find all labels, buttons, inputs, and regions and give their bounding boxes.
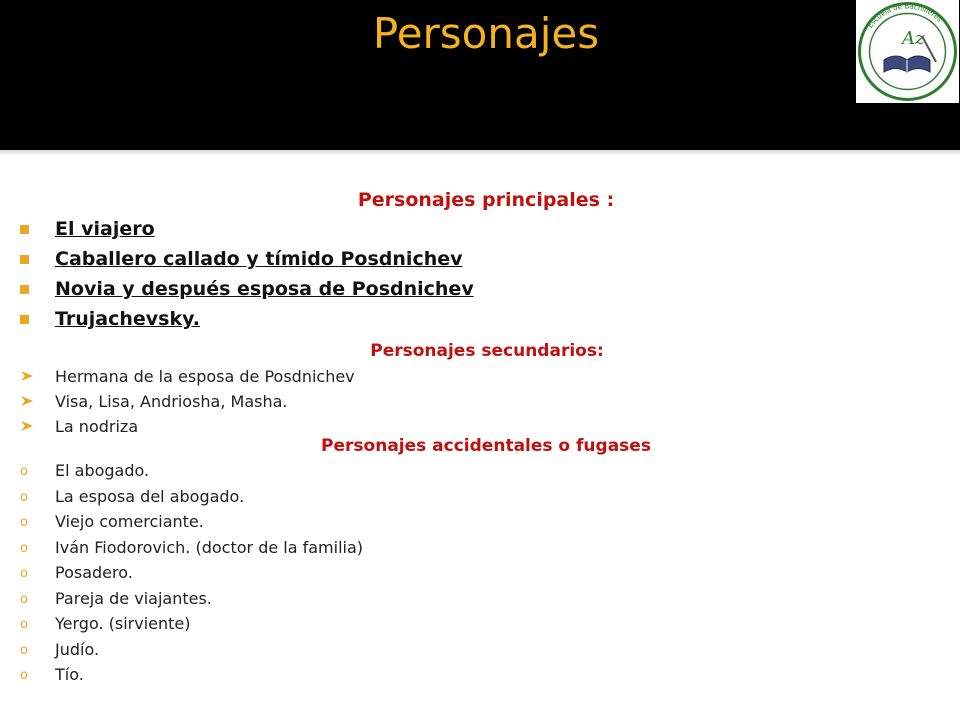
list-item: o Judío. (20, 637, 363, 663)
circle-bullet-icon: o (20, 566, 28, 581)
circle-bullet-icon: o (20, 617, 28, 632)
square-bullet-icon (20, 315, 29, 324)
arrow-bullet-icon (20, 420, 34, 432)
arrow-bullet-icon (20, 370, 34, 382)
list-item: Caballero callado y tímido Posdnichev (20, 244, 474, 274)
list-item: El viajero (20, 214, 474, 244)
square-bullet-icon (20, 225, 29, 234)
list-item: o Tío. (20, 662, 363, 688)
list-item: o Posadero. (20, 560, 363, 586)
circle-bullet-icon: o (20, 464, 28, 479)
circle-bullet-icon: o (20, 540, 28, 556)
list-item: Hermana de la esposa de Posdnichev (20, 364, 355, 389)
main-characters-heading: Personajes principales : (357, 189, 615, 211)
circle-bullet-icon: o (20, 515, 28, 530)
list-item: Trujachevsky. (20, 304, 474, 334)
circle-bullet-icon: o (20, 642, 28, 658)
list-item: o Pareja de viajantes. (20, 586, 363, 612)
list-item: o Yergo. (sirviente) (20, 611, 363, 637)
square-bullet-icon (20, 285, 29, 294)
list-item: o Viejo comerciante. (20, 509, 363, 535)
secondary-characters-list (20, 364, 355, 439)
list-item: o Iván Fiodorovich. (doctor de la familia) (20, 535, 363, 561)
arrow-bullet-icon (20, 395, 34, 407)
slide-title: Personajes (372, 9, 600, 58)
list-item: La nodriza (20, 414, 355, 439)
circle-bullet-icon: o (20, 591, 28, 607)
main-characters-list (20, 214, 474, 334)
list-item: Visa, Lisa, Andriosha, Masha. (20, 389, 355, 414)
circle-bullet-icon: o (20, 668, 28, 683)
accidental-characters-list (20, 458, 363, 688)
secondary-characters-heading: Personajes secundarios: (370, 341, 604, 361)
square-bullet-icon (20, 255, 29, 264)
accidental-characters-heading: Personajes accidentales o fugases (321, 436, 651, 456)
list-item: o El abogado. (20, 458, 363, 484)
logo-initials: Az (902, 28, 925, 49)
list-item: Novia y después esposa de Posdnichev (20, 274, 474, 304)
circle-bullet-icon: o (20, 489, 28, 505)
list-item: o La esposa del abogado. (20, 484, 363, 510)
logo-ring-text: Escuela de Bachilleres (866, 2, 944, 30)
